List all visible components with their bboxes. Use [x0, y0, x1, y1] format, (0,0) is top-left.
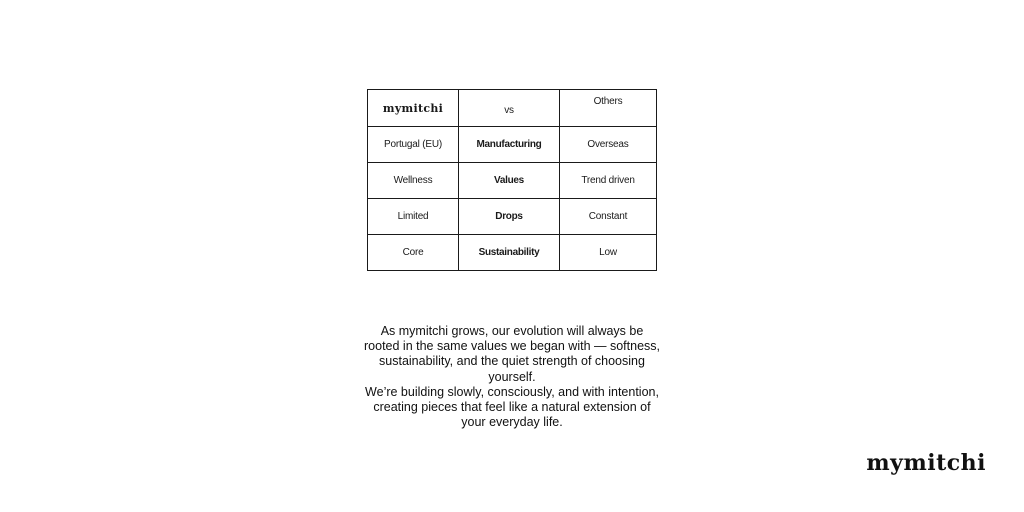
others-value-cell: Low — [560, 235, 657, 271]
category-cell: Sustainability — [459, 235, 560, 271]
brand-logo-cell — [368, 90, 459, 127]
others-value-cell: Trend driven — [560, 163, 657, 199]
category-cell: Manufacturing — [459, 127, 560, 163]
category-cell: Drops — [459, 199, 560, 235]
brand-value-cell: Wellness — [368, 163, 459, 199]
others-header-cell: Others — [560, 90, 657, 127]
table-row — [368, 235, 657, 271]
category-cell: Values — [459, 163, 560, 199]
others-value-cell: Constant — [560, 199, 657, 235]
brand-value-cell: Limited — [368, 199, 459, 235]
comparison-table — [367, 89, 657, 271]
table-brand-logo: mymitchi — [382, 101, 444, 115]
statement-paragraph: As mymitchi grows, our evolution will always be rooted in the same values we began with — softness, sustainability, and the quiet strength of choosing yourself. — [364, 324, 660, 384]
footer-brand-logo: mymitchi — [866, 450, 986, 476]
table-row — [368, 199, 657, 235]
table-header-row — [368, 90, 657, 127]
vs-cell: vs — [459, 90, 560, 127]
table-row — [368, 127, 657, 163]
brand-statement — [362, 324, 662, 430]
table-row — [368, 163, 657, 199]
others-value-cell: Overseas — [560, 127, 657, 163]
statement-paragraph: We’re building slowly, consciously, and with intention, creating pieces that feel like a natural extension of your everyday life. — [365, 384, 659, 430]
brand-value-cell: Core — [368, 235, 459, 271]
brand-value-cell: Portugal (EU) — [368, 127, 459, 163]
